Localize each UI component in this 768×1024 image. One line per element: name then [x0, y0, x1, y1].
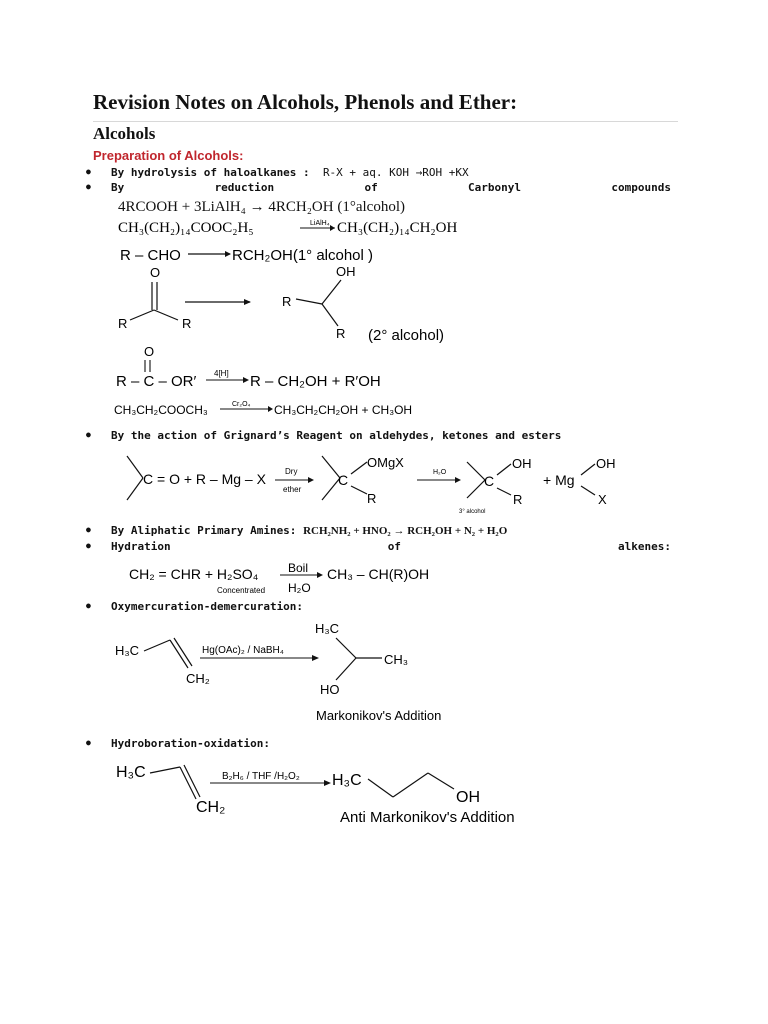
hydration-h2o: H₂O — [288, 581, 311, 595]
oxy-double-bond — [174, 638, 192, 666]
grignard-r1: R — [367, 491, 377, 506]
hb-h3c: H₃C — [116, 764, 146, 781]
oxy-ch2: CH₂ — [186, 671, 210, 686]
grignard-omgx: OMgX — [367, 455, 404, 470]
grignard-bond — [467, 480, 485, 498]
hydration-left: CH₂ = CHR + H₂SO₄ — [129, 566, 259, 582]
hb-arrowhead — [324, 780, 331, 786]
oxy-caption: Markonikov's Addition — [316, 708, 442, 723]
grignard-bond — [351, 486, 367, 494]
reduction-eq1: 4RCOOH + 3LiAlH₄ → 4RCH₂OH (1°alcohol) — [118, 199, 405, 215]
hydration-arrowhead — [317, 572, 323, 578]
oxymercuration-scheme — [110, 618, 470, 728]
oxy-reagent: Hg(OAc)₂ / NaBH₄ — [202, 645, 284, 656]
bullet-word: alkenes: — [618, 540, 671, 553]
grignard-r2: R — [513, 492, 523, 507]
ester-oxygen: O — [144, 344, 155, 359]
hb-bond — [368, 779, 393, 797]
oxy-bond — [336, 658, 356, 680]
ketone-r1: R — [118, 316, 128, 331]
reduction-scheme — [110, 214, 630, 424]
ketone-arrowhead — [244, 299, 251, 305]
bullet-word: By — [111, 181, 125, 194]
bullet-label: By Aliphatic Primary Amines: — [111, 524, 297, 537]
eq5-left: CH₃CH₂COOCH₃ — [114, 403, 208, 417]
eq2-left: CH₃(CH₂)₁₄COOC₂H₅ — [118, 220, 254, 236]
product-bond — [296, 299, 322, 304]
ester-reagent: 4[H] — [214, 369, 229, 378]
oxy-bond — [170, 640, 188, 668]
grignard-bond — [497, 488, 511, 495]
grignard-bond — [127, 478, 143, 500]
hb-reagent: B₂H₆ / THF /H₂O₂ — [222, 771, 300, 782]
eq5-right: CH₃CH₂CH₂OH + CH₃OH — [274, 403, 413, 417]
hb-bond — [150, 767, 180, 773]
eq5-reagent: Cr₂O₄ — [232, 401, 251, 408]
bullet-word: reduction — [214, 181, 275, 194]
grignard-reactants: C = O + R – Mg – X — [143, 471, 266, 487]
grignard-mg: + Mg — [543, 472, 575, 488]
bullet-word: of — [364, 181, 378, 194]
oxy-prod-ho: HO — [320, 682, 340, 697]
bullet-word: Hydration — [111, 540, 171, 553]
product-bond — [322, 280, 341, 304]
eq3-right: RCH₂OH(1° alcohol ) — [232, 247, 374, 264]
ester-left: R – C – OR′ — [116, 373, 197, 390]
grignard-h2o: H₂O — [433, 469, 447, 476]
ketone-oxygen: O — [150, 265, 161, 280]
oxy-bond — [144, 640, 170, 651]
bullet-reaction: RCH₂NH₂ + HNO₂ → RCH₂OH + N₂ + H₂O — [303, 525, 508, 537]
product-r1: R — [282, 294, 292, 309]
bullet-word: of — [387, 540, 401, 553]
eq2-arrowhead — [330, 225, 335, 231]
oxy-arrowhead — [312, 655, 319, 661]
product-oh: OH — [336, 264, 356, 279]
product-label: (2° alcohol) — [368, 327, 445, 344]
grignard-scheme — [115, 448, 635, 518]
grignard-arrowhead — [455, 477, 461, 483]
hb-ch2: CH₂ — [196, 799, 226, 816]
hydration-scheme — [125, 558, 445, 598]
hb-bond — [393, 773, 428, 797]
bullet-word: Carbonyl — [468, 181, 522, 194]
eq3-arrowhead — [225, 251, 231, 257]
eq2-reagent: LiAlH₄ — [310, 220, 330, 227]
page-title: Revision Notes on Alcohols, Phenols and Ether: — [93, 90, 518, 114]
hydration-right: CH₃ – CH(R)OH — [327, 566, 430, 582]
ketone-bond — [154, 310, 178, 320]
title-divider — [93, 121, 678, 122]
oxy-h3c: H₃C — [115, 643, 140, 658]
hydration-boil: Boil — [288, 561, 309, 575]
oxy-prod-ch3: CH₃ — [384, 652, 409, 667]
oxy-prod-h3c: H₃C — [315, 621, 340, 636]
bullet-word: compounds — [611, 181, 671, 194]
ketone-bond — [130, 310, 154, 320]
oxy-bond — [336, 638, 356, 658]
product-bond — [322, 304, 338, 326]
hb-prod-oh: OH — [456, 789, 480, 806]
grignard-reagent-top: Dry — [285, 467, 298, 476]
grignard-bond — [581, 464, 595, 475]
hb-prod-h3c: H₃C — [332, 772, 362, 789]
grignard-arrowhead — [308, 477, 314, 483]
bullet-reaction: R-X + aq. KOH →ROH +KX — [322, 166, 469, 179]
grignard-oh: OH — [512, 456, 532, 471]
ester-right: R – CH₂OH + R′OH — [250, 373, 381, 390]
grignard-mg-x: X — [598, 492, 607, 507]
grignard-c2: C — [484, 473, 495, 489]
ketone-r2: R — [182, 316, 192, 331]
grignard-bond — [497, 464, 511, 475]
section-heading: Alcohols — [93, 124, 156, 143]
grignard-bond — [127, 456, 143, 478]
subheading: Preparation of Alcohols: — [93, 148, 244, 163]
eq5-arrowhead — [268, 406, 273, 412]
bullet-label: By hydrolysis of haloalkanes : — [111, 166, 310, 179]
grignard-reagent-bottom: ether — [283, 485, 302, 494]
grignard-bond — [581, 486, 595, 495]
grignard-c1: C — [338, 472, 349, 488]
product-r2: R — [336, 326, 346, 341]
grignard-3-alcohol: 3° alcohol — [459, 509, 486, 515]
eq2-right: CH₃(CH₂)₁₄CH₂OH — [337, 220, 458, 236]
hydration-concentrated: Concentrated — [217, 586, 266, 595]
eq3-left: R – CHO — [120, 247, 181, 264]
hb-bond — [428, 773, 454, 789]
ester-arrowhead — [243, 377, 249, 383]
hb-caption: Anti Markonikov's Addition — [340, 809, 515, 826]
hydroboration-scheme — [110, 755, 550, 835]
grignard-mg-oh: OH — [596, 456, 616, 471]
grignard-bond — [467, 462, 485, 480]
grignard-bond — [351, 462, 367, 474]
